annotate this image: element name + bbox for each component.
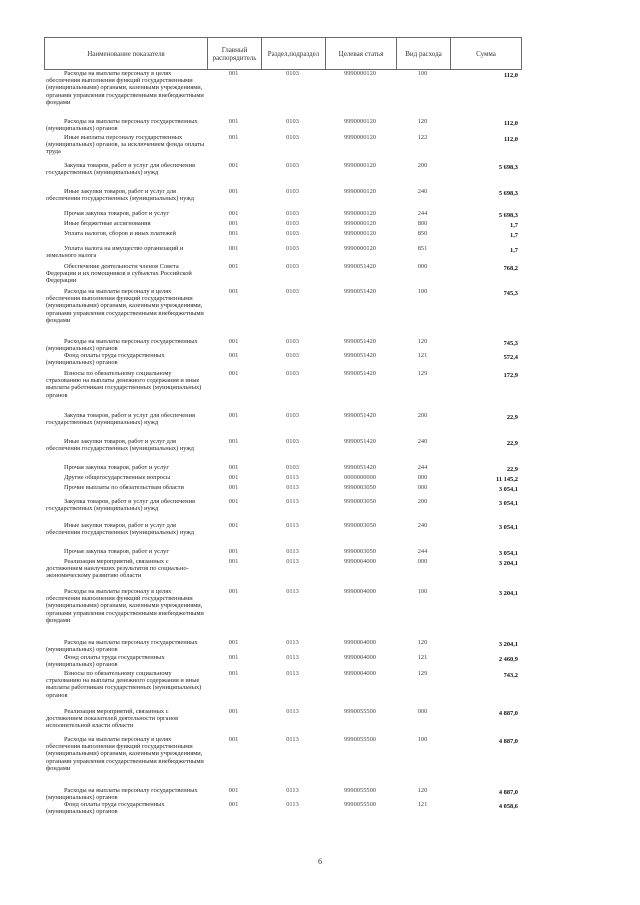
row-name: Расходы на выплаты персоналу в целях обеспечения выполнения функций государственными (муниципальными) органами, казенными учреждениями, органами управления государственными внебюджетными фондами [46,736,204,772]
row-sum: 3 204,1 [498,641,518,648]
row-cs: 0000000000 [344,474,376,481]
row-name: Прочая закупка товаров, работ и услуг [64,548,169,555]
row-gr: 001 [228,438,239,445]
row-name: Закупка товаров, работ и услуг для обеспечения государственных (муниципальных) нужд [46,498,195,513]
row-name: Иные закупки товаров, работ и услуг для обеспечения государственных (муниципальных) нужд [46,188,195,203]
header-name: Наименование показателя [87,49,165,58]
table-row [44,220,522,230]
row-gr: 001 [228,484,239,491]
row-cs: 9990003050 [344,484,376,491]
row-gr: 001 [228,736,239,743]
row-vr: 240 [417,188,428,195]
row-vr: 000 [417,708,428,715]
table-row [44,263,522,285]
row-name: Иные закупки товаров, работ и услуг для обеспечения государственных (муниципальных) нужд [46,438,195,453]
row-rz: 0113 [286,474,299,481]
table-row [44,548,522,558]
row-name: Фонд оплаты труда государственных (муниципальных) органов [46,654,165,669]
row-name: Взносы по обязательному социальному страхованию на выплаты денежного содержания и иные выплаты работникам государственных (муниципальных) органов [46,670,202,699]
row-vr: 100 [417,588,428,595]
row-name: Расходы на выплаты персоналу в целях обеспечения выполнения функций государственными (муниципальными) органами, казенными учреждениями, органами управления государственными внебюджетными фондами [46,588,204,624]
row-rz: 0113 [286,801,299,808]
row-rz: 0103 [286,338,299,345]
row-vr: 100 [417,736,428,743]
row-cs: 9990055500 [344,708,376,715]
row-gr: 001 [228,245,239,252]
row-sum: 5 698,3 [498,164,518,171]
table-row [44,338,522,353]
header-vr: Вид расхода [405,49,442,58]
row-gr: 001 [228,263,239,270]
row-name: Уплата налога на имущество организаций и земельного налога [46,245,184,260]
table-row [44,484,522,494]
row-gr: 001 [228,162,239,169]
row-rz: 0113 [286,654,299,661]
row-sum: 22,9 [506,414,518,421]
row-sum: 5 698,3 [498,212,518,219]
row-cs: 9990055500 [344,736,376,743]
row-gr: 001 [228,118,239,125]
row-cs: 9990003050 [344,548,376,555]
row-gr: 001 [228,370,239,377]
table-row [44,188,522,203]
row-cs: 9990055500 [344,801,376,808]
row-sum: 22,9 [506,466,518,473]
row-vr: 000 [417,484,428,491]
row-gr: 001 [228,230,239,237]
table-row [44,370,522,399]
row-vr: 000 [417,263,428,270]
row-vr: 244 [417,464,428,471]
row-vr: 200 [417,162,428,169]
table-row [44,162,522,177]
table-row [44,654,522,669]
row-name: Расходы на выплаты персоналу государственных (муниципальных) органов [46,639,198,654]
table-row [44,670,522,699]
row-name: Закупка товаров, работ и услуг для обеспечения государственных (муниципальных) нужд [46,162,195,177]
row-cs: 9990000120 [344,188,376,195]
row-sum: 572,4 [503,354,518,361]
row-name: Прочая закупка товаров, работ и услуг [64,464,169,471]
row-gr: 001 [228,558,239,565]
row-gr: 001 [228,522,239,529]
row-sum: 112,0 [503,136,518,143]
row-vr: 200 [417,498,428,505]
table-row [44,134,522,156]
row-vr: 850 [417,230,428,237]
row-vr: 800 [417,220,428,227]
row-cs: 9990051420 [344,288,376,295]
row-rz: 0103 [286,245,299,252]
row-sum: 743,2 [503,672,518,679]
table-row [44,70,522,106]
row-rz: 0103 [286,162,299,169]
row-vr: 244 [417,548,428,555]
row-cs: 9990000120 [344,70,376,77]
row-name: Обеспечение деятельности членов Совета Федерации и их помощников в субъектах Российской Федерации [46,263,192,285]
row-sum: 3 054,1 [498,486,518,493]
row-name: Иные закупки товаров, работ и услуг для обеспечения государственных (муниципальных) нужд [46,522,195,537]
table-row [44,230,522,240]
table-row [44,498,522,513]
row-rz: 0103 [286,412,299,419]
row-vr: 121 [417,654,428,661]
row-cs: 9990051420 [344,263,376,270]
row-cs: 9990051420 [344,338,376,345]
row-sum: 112,0 [503,72,518,79]
row-vr: 129 [417,670,428,677]
row-sum: 3 054,1 [498,524,518,531]
row-cs: 9990051420 [344,412,376,419]
table-row [44,558,522,580]
row-cs: 9990004000 [344,639,376,646]
row-vr: 240 [417,438,428,445]
row-vr: 000 [417,558,428,565]
row-sum: 172,9 [503,372,518,379]
row-name: Фонд оплаты труда государственных (муниципальных) органов [46,801,165,816]
row-sum: 4 887,0 [498,738,518,745]
row-rz: 0103 [286,134,299,141]
row-cs: 9990003050 [344,498,376,505]
row-gr: 001 [228,498,239,505]
row-name: Иные выплаты персоналу государственных (муниципальных) органов, за исключением фонда оплаты труда [46,134,205,156]
table-row [44,736,522,772]
header-cs: Целевая статья [338,49,384,58]
row-gr: 001 [228,708,239,715]
row-rz: 0103 [286,230,299,237]
row-gr: 001 [228,188,239,195]
row-name: Фонд оплаты труда государственных (муниципальных) органов [46,352,165,367]
row-gr: 001 [228,801,239,808]
header-rz: Раздел,подраздел [267,49,320,58]
row-sum: 1,7 [510,247,518,254]
row-cs: 9990000120 [344,134,376,141]
table-row [44,708,522,730]
row-rz: 0113 [286,736,299,743]
row-name: Прочая закупка товаров, работ и услуг [64,210,169,217]
row-gr: 001 [228,134,239,141]
row-sum: 4 887,0 [498,710,518,717]
row-rz: 0113 [286,787,299,794]
row-vr: 244 [417,210,428,217]
row-gr: 001 [228,639,239,646]
row-sum: 4 058,6 [498,803,518,810]
row-cs: 9990000120 [344,118,376,125]
row-vr: 100 [417,70,428,77]
table-row [44,474,522,484]
table-row [44,118,522,133]
row-cs: 9990051420 [344,464,376,471]
row-gr: 001 [228,288,239,295]
row-name: Расходы на выплаты персоналу в целях обеспечения выполнения функций государственными (муниципальными) органами, казенными учреждениями, органами управления государственными внебюджетными фондами [46,70,204,106]
row-name: Иные бюджетные ассигнования [64,220,151,227]
row-name: Расходы на выплаты персоналу государственных (муниципальных) органов [46,787,198,802]
row-gr: 001 [228,352,239,359]
row-cs: 9990000120 [344,245,376,252]
row-name: Уплата налогов, сборов и иных платежей [64,230,176,237]
row-rz: 0103 [286,263,299,270]
row-sum: 1,7 [510,232,518,239]
row-sum: 3 204,1 [498,560,518,567]
row-rz: 0103 [286,438,299,445]
row-vr: 120 [417,118,428,125]
row-gr: 001 [228,588,239,595]
row-sum: 768,2 [503,265,518,272]
row-rz: 0113 [286,588,299,595]
row-gr: 001 [228,474,239,481]
row-cs: 9990000120 [344,210,376,217]
row-cs: 9990004000 [344,670,376,677]
table-row [44,245,522,260]
row-sum: 1,7 [510,222,518,229]
row-sum: 2 460,9 [498,656,518,663]
row-name: Расходы на выплаты персоналу в целях обеспечения выполнения функций государственными (муниципальными) органами, казенными учреждениями, органами управления государственными внебюджетными фондами [46,288,204,324]
row-cs: 9990000120 [344,162,376,169]
row-rz: 0103 [286,370,299,377]
row-cs: 9990004000 [344,588,376,595]
row-name: Реализация мероприятий, связанных с достижением показателей деятельности органов исполнительной власти области [46,708,179,730]
row-vr: 122 [417,134,428,141]
row-rz: 0113 [286,548,299,555]
row-cs: 9990004000 [344,558,376,565]
row-vr: 120 [417,787,428,794]
row-rz: 0103 [286,288,299,295]
row-cs: 9990051420 [344,370,376,377]
row-gr: 001 [228,338,239,345]
row-sum: 3 054,1 [498,550,518,557]
row-gr: 001 [228,548,239,555]
table-row [44,288,522,324]
row-sum: 22,9 [506,440,518,447]
row-gr: 001 [228,70,239,77]
row-sum: 3 054,1 [498,500,518,507]
row-gr: 001 [228,412,239,419]
row-gr: 001 [228,654,239,661]
row-vr: 129 [417,370,428,377]
row-vr: 120 [417,639,428,646]
row-rz: 0103 [286,352,299,359]
table-row [44,412,522,427]
row-rz: 0113 [286,498,299,505]
row-cs: 9990000120 [344,220,376,227]
row-gr: 001 [228,464,239,471]
row-name: Другие общегосударственные вопросы [64,474,171,481]
row-vr: 121 [417,352,428,359]
row-rz: 0113 [286,522,299,529]
row-rz: 0113 [286,639,299,646]
table-row [44,464,522,474]
header-gr: Главный распорядитель [212,45,257,62]
table-row [44,438,522,453]
row-name: Прочие выплаты по обязательствам области [64,484,184,491]
table-row [44,588,522,624]
row-cs: 9990055500 [344,787,376,794]
table-row [44,352,522,367]
row-rz: 0113 [286,484,299,491]
row-vr: 240 [417,522,428,529]
row-sum: 5 698,3 [498,190,518,197]
row-rz: 0103 [286,118,299,125]
row-vr: 851 [417,245,428,252]
table-header [44,37,522,70]
row-name: Взносы по обязательному социальному страхованию на выплаты денежного содержания и иные выплаты работникам государственных (муниципальных) органов [46,370,202,399]
table-row [44,210,522,220]
row-cs: 9990000120 [344,230,376,237]
table-row [44,522,522,537]
row-rz: 0103 [286,220,299,227]
row-rz: 0113 [286,558,299,565]
row-rz: 0103 [286,210,299,217]
row-sum: 4 887,0 [498,789,518,796]
table-row [44,801,522,816]
header-sum: Сумма [476,49,496,58]
row-cs: 9990003050 [344,522,376,529]
row-sum: 112,0 [503,120,518,127]
row-vr: 000 [417,474,428,481]
row-rz: 0113 [286,708,299,715]
row-vr: 100 [417,288,428,295]
row-vr: 120 [417,338,428,345]
row-rz: 0113 [286,670,299,677]
row-cs: 9990051420 [344,438,376,445]
row-gr: 001 [228,787,239,794]
row-vr: 200 [417,412,428,419]
row-gr: 001 [228,210,239,217]
row-rz: 0103 [286,70,299,77]
table-row [44,639,522,654]
row-gr: 001 [228,220,239,227]
page-number: 6 [318,857,322,866]
row-name: Реализация мероприятий, связанных с достижением наилучших результатов по социально-экономическому развитию области [46,558,189,580]
row-gr: 001 [228,670,239,677]
row-rz: 0103 [286,464,299,471]
row-name: Расходы на выплаты персоналу государственных (муниципальных) органов [46,338,198,353]
row-rz: 0103 [286,188,299,195]
row-sum: 745,3 [503,340,518,347]
row-name: Закупка товаров, работ и услуг для обеспечения государственных (муниципальных) нужд [46,412,195,427]
row-sum: 11 145,2 [495,476,518,483]
row-cs: 9990051420 [344,352,376,359]
row-name: Расходы на выплаты персоналу государственных (муниципальных) органов [46,118,198,133]
row-vr: 121 [417,801,428,808]
row-sum: 745,3 [503,290,518,297]
row-cs: 9990004000 [344,654,376,661]
table-row [44,787,522,802]
row-sum: 3 204,1 [498,590,518,597]
